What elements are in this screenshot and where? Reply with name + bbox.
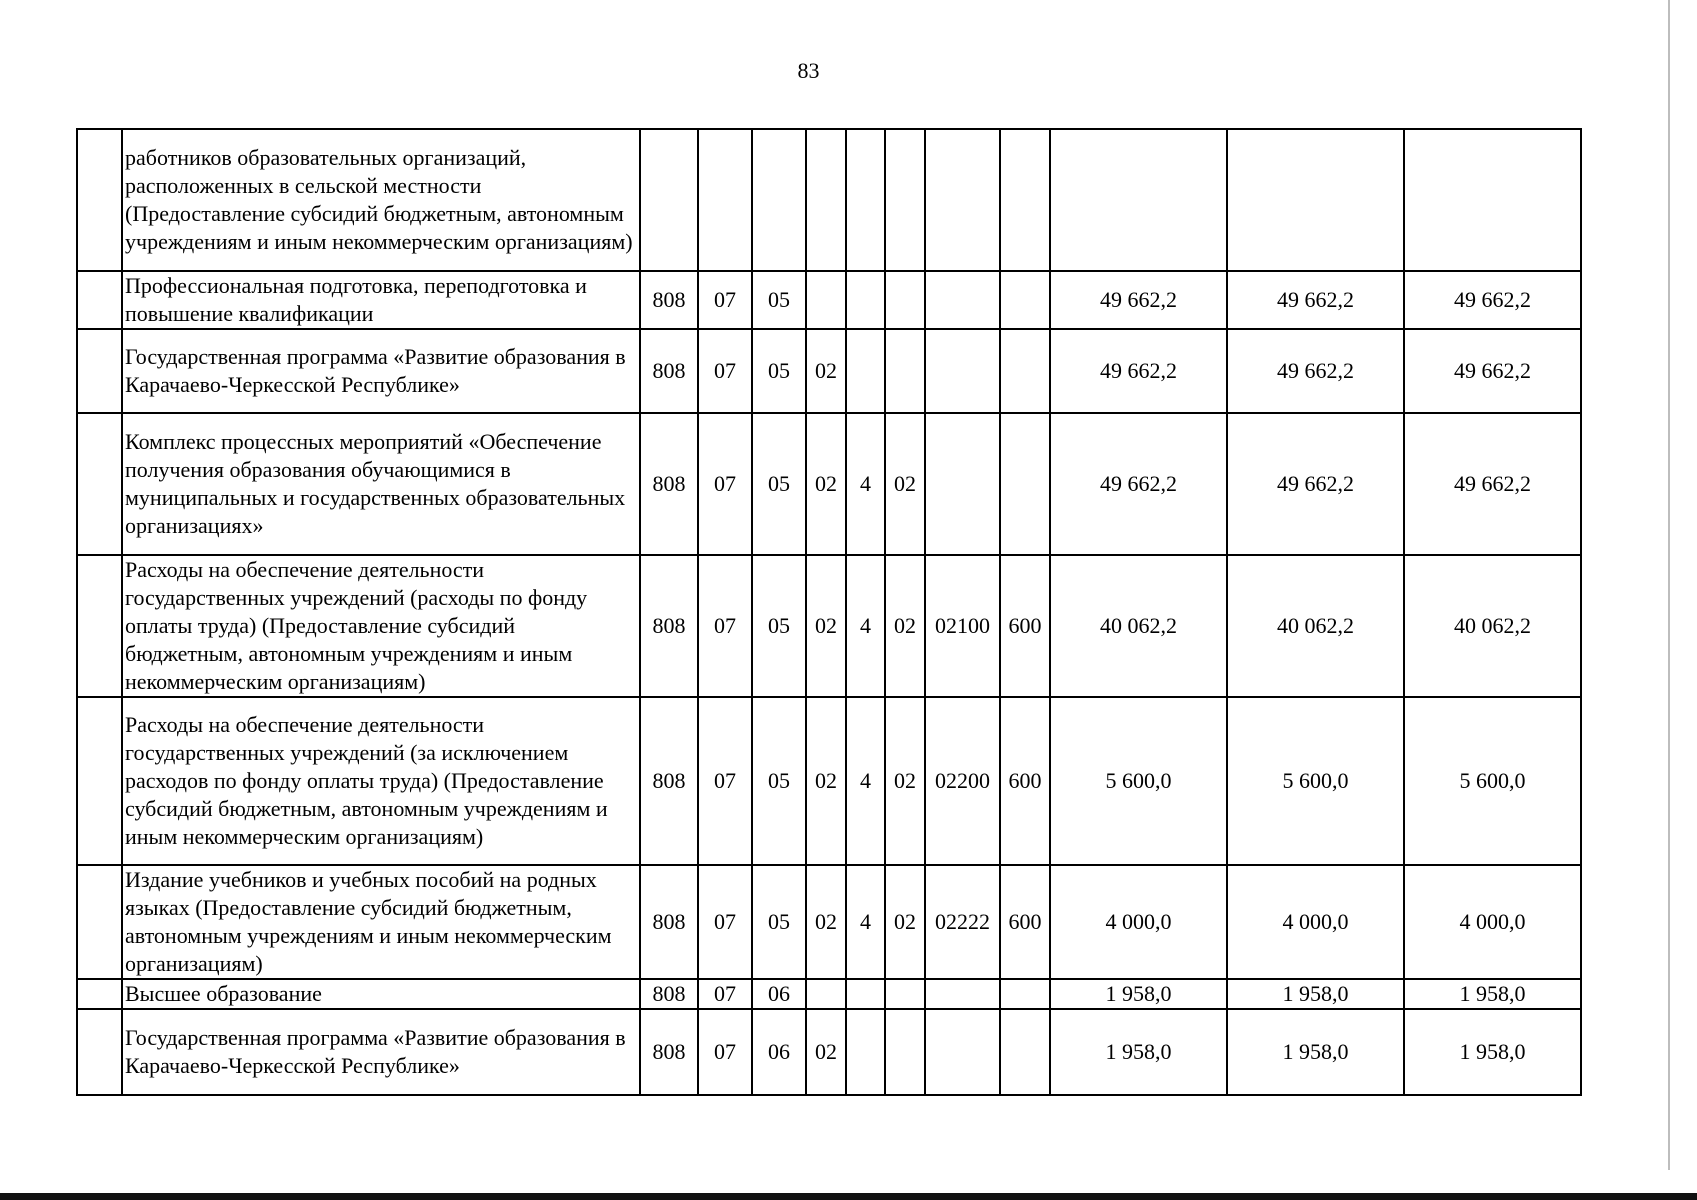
program-code-cell: 02 xyxy=(806,697,846,865)
direction-code-cell xyxy=(925,979,1000,1009)
amount-year-3-cell: 5 600,0 xyxy=(1404,697,1581,865)
section-code-cell: 07 xyxy=(698,555,752,697)
expense-type-code-cell: 600 xyxy=(1000,697,1050,865)
table-row xyxy=(77,697,1581,865)
amount-year-2-cell: 5 600,0 xyxy=(1227,697,1404,865)
amount-year-3-cell: 49 662,2 xyxy=(1404,329,1581,413)
table-row xyxy=(77,979,1581,1009)
section-code-cell: 07 xyxy=(698,1009,752,1095)
direction-code-cell: 02100 xyxy=(925,555,1000,697)
expense-type-code-cell xyxy=(1000,329,1050,413)
amount-year-3-cell: 1 958,0 xyxy=(1404,1009,1581,1095)
section-code-cell: 07 xyxy=(698,865,752,979)
direction-code-cell: 02222 xyxy=(925,865,1000,979)
table-row xyxy=(77,1009,1581,1095)
kvsr-code-cell: 808 xyxy=(640,979,698,1009)
program-type-code-cell xyxy=(846,329,885,413)
amount-year-2-cell: 40 062,2 xyxy=(1227,555,1404,697)
kvsr-code-cell: 808 xyxy=(640,555,698,697)
subprogram-code-cell: 02 xyxy=(885,697,925,865)
kvsr-code-cell xyxy=(640,129,698,271)
expense-type-code-cell xyxy=(1000,979,1050,1009)
table-row xyxy=(77,129,1581,271)
description-cell: работников образовательных организаций, расположенных в сельской местности (Предоставление субсидий бюджетным, автономным учреждениям и иным некоммерческим организациям) xyxy=(122,129,640,271)
program-code-cell: 02 xyxy=(806,555,846,697)
section-code-cell: 07 xyxy=(698,697,752,865)
row-number-cell xyxy=(77,979,122,1009)
program-code-cell xyxy=(806,979,846,1009)
table-row xyxy=(77,271,1581,329)
scan-bottom-bar xyxy=(0,1193,1697,1200)
subprogram-code-cell xyxy=(885,979,925,1009)
kvsr-code-cell: 808 xyxy=(640,271,698,329)
kvsr-code-cell: 808 xyxy=(640,697,698,865)
program-code-cell xyxy=(806,129,846,271)
row-number-cell xyxy=(77,329,122,413)
section-code-cell: 07 xyxy=(698,271,752,329)
subsection-code-cell: 05 xyxy=(752,329,806,413)
scan-edge-line xyxy=(1668,0,1670,1170)
direction-code-cell xyxy=(925,329,1000,413)
row-number-cell xyxy=(77,555,122,697)
description-cell: Профессиональная подготовка, переподготовка и повышение квалификации xyxy=(122,271,640,329)
table-row xyxy=(77,413,1581,555)
amount-year-3-cell: 49 662,2 xyxy=(1404,413,1581,555)
amount-year-3-cell: 49 662,2 xyxy=(1404,271,1581,329)
amount-year-1-cell: 49 662,2 xyxy=(1050,271,1227,329)
subprogram-code-cell xyxy=(885,1009,925,1095)
kvsr-code-cell: 808 xyxy=(640,413,698,555)
page-number: 83 xyxy=(797,58,820,83)
subsection-code-cell: 05 xyxy=(752,865,806,979)
subsection-code-cell: 06 xyxy=(752,979,806,1009)
program-code-cell: 02 xyxy=(806,865,846,979)
amount-year-2-cell xyxy=(1227,129,1404,271)
subprogram-code-cell xyxy=(885,129,925,271)
amount-year-1-cell xyxy=(1050,129,1227,271)
amount-year-1-cell: 1 958,0 xyxy=(1050,1009,1227,1095)
section-code-cell xyxy=(698,129,752,271)
section-code-cell: 07 xyxy=(698,413,752,555)
amount-year-1-cell: 5 600,0 xyxy=(1050,697,1227,865)
amount-year-1-cell: 40 062,2 xyxy=(1050,555,1227,697)
program-type-code-cell: 4 xyxy=(846,555,885,697)
amount-year-1-cell: 4 000,0 xyxy=(1050,865,1227,979)
subprogram-code-cell xyxy=(885,329,925,413)
row-number-cell xyxy=(77,129,122,271)
row-number-cell xyxy=(77,413,122,555)
description-cell: Государственная программа «Развитие образования в Карачаево-Черкесской Республике» xyxy=(122,1009,640,1095)
program-type-code-cell xyxy=(846,979,885,1009)
program-code-cell xyxy=(806,271,846,329)
row-number-cell xyxy=(77,865,122,979)
direction-code-cell xyxy=(925,129,1000,271)
row-number-cell xyxy=(77,697,122,865)
amount-year-3-cell: 4 000,0 xyxy=(1404,865,1581,979)
table-row xyxy=(77,555,1581,697)
amount-year-1-cell: 49 662,2 xyxy=(1050,413,1227,555)
program-code-cell: 02 xyxy=(806,329,846,413)
amount-year-2-cell: 49 662,2 xyxy=(1227,271,1404,329)
direction-code-cell xyxy=(925,413,1000,555)
program-code-cell: 02 xyxy=(806,1009,846,1095)
program-type-code-cell xyxy=(846,271,885,329)
program-type-code-cell xyxy=(846,1009,885,1095)
program-code-cell: 02 xyxy=(806,413,846,555)
row-number-cell xyxy=(77,271,122,329)
description-cell: Высшее образование xyxy=(122,979,640,1009)
budget-table xyxy=(76,128,1582,1096)
subsection-code-cell: 06 xyxy=(752,1009,806,1095)
subsection-code-cell: 05 xyxy=(752,413,806,555)
description-cell: Комплекс процессных мероприятий «Обеспечение получения образования обучающимися в муниципальных и государственных образовательных организациях» xyxy=(122,413,640,555)
subsection-code-cell: 05 xyxy=(752,697,806,865)
subsection-code-cell: 05 xyxy=(752,271,806,329)
subprogram-code-cell: 02 xyxy=(885,865,925,979)
expense-type-code-cell: 600 xyxy=(1000,865,1050,979)
description-cell: Расходы на обеспечение деятельности государственных учреждений (расходы по фонду оплаты труда) (Предоставление субсидий бюджетным, автономным учреждениям и иным некоммерческим организациям) xyxy=(122,555,640,697)
amount-year-3-cell: 1 958,0 xyxy=(1404,979,1581,1009)
expense-type-code-cell xyxy=(1000,413,1050,555)
description-cell: Расходы на обеспечение деятельности государственных учреждений (за исключением расходов по фонду оплаты труда) (Предоставление субсидий бюджетным, автономным учреждениям и иным некоммерческим организациям) xyxy=(122,697,640,865)
subsection-code-cell xyxy=(752,129,806,271)
section-code-cell: 07 xyxy=(698,979,752,1009)
amount-year-1-cell: 1 958,0 xyxy=(1050,979,1227,1009)
description-cell: Издание учебников и учебных пособий на родных языках (Предоставление субсидий бюджетным, автономным учреждениям и иным некоммерческим организациям) xyxy=(122,865,640,979)
direction-code-cell xyxy=(925,271,1000,329)
table-row xyxy=(77,865,1581,979)
program-type-code-cell: 4 xyxy=(846,697,885,865)
kvsr-code-cell: 808 xyxy=(640,1009,698,1095)
direction-code-cell: 02200 xyxy=(925,697,1000,865)
kvsr-code-cell: 808 xyxy=(640,329,698,413)
program-type-code-cell xyxy=(846,129,885,271)
subprogram-code-cell xyxy=(885,271,925,329)
program-type-code-cell: 4 xyxy=(846,413,885,555)
expense-type-code-cell: 600 xyxy=(1000,555,1050,697)
program-type-code-cell: 4 xyxy=(846,865,885,979)
amount-year-2-cell: 49 662,2 xyxy=(1227,329,1404,413)
table-body xyxy=(77,129,1581,1095)
amount-year-2-cell: 49 662,2 xyxy=(1227,413,1404,555)
table-row xyxy=(77,329,1581,413)
description-cell: Государственная программа «Развитие образования в Карачаево-Черкесской Республике» xyxy=(122,329,640,413)
amount-year-3-cell: 40 062,2 xyxy=(1404,555,1581,697)
amount-year-2-cell: 4 000,0 xyxy=(1227,865,1404,979)
section-code-cell: 07 xyxy=(698,329,752,413)
subsection-code-cell: 05 xyxy=(752,555,806,697)
expense-type-code-cell xyxy=(1000,129,1050,271)
amount-year-2-cell: 1 958,0 xyxy=(1227,1009,1404,1095)
direction-code-cell xyxy=(925,1009,1000,1095)
amount-year-3-cell xyxy=(1404,129,1581,271)
expense-type-code-cell xyxy=(1000,1009,1050,1095)
amount-year-1-cell: 49 662,2 xyxy=(1050,329,1227,413)
row-number-cell xyxy=(77,1009,122,1095)
amount-year-2-cell: 1 958,0 xyxy=(1227,979,1404,1009)
expense-type-code-cell xyxy=(1000,271,1050,329)
kvsr-code-cell: 808 xyxy=(640,865,698,979)
subprogram-code-cell: 02 xyxy=(885,555,925,697)
subprogram-code-cell: 02 xyxy=(885,413,925,555)
